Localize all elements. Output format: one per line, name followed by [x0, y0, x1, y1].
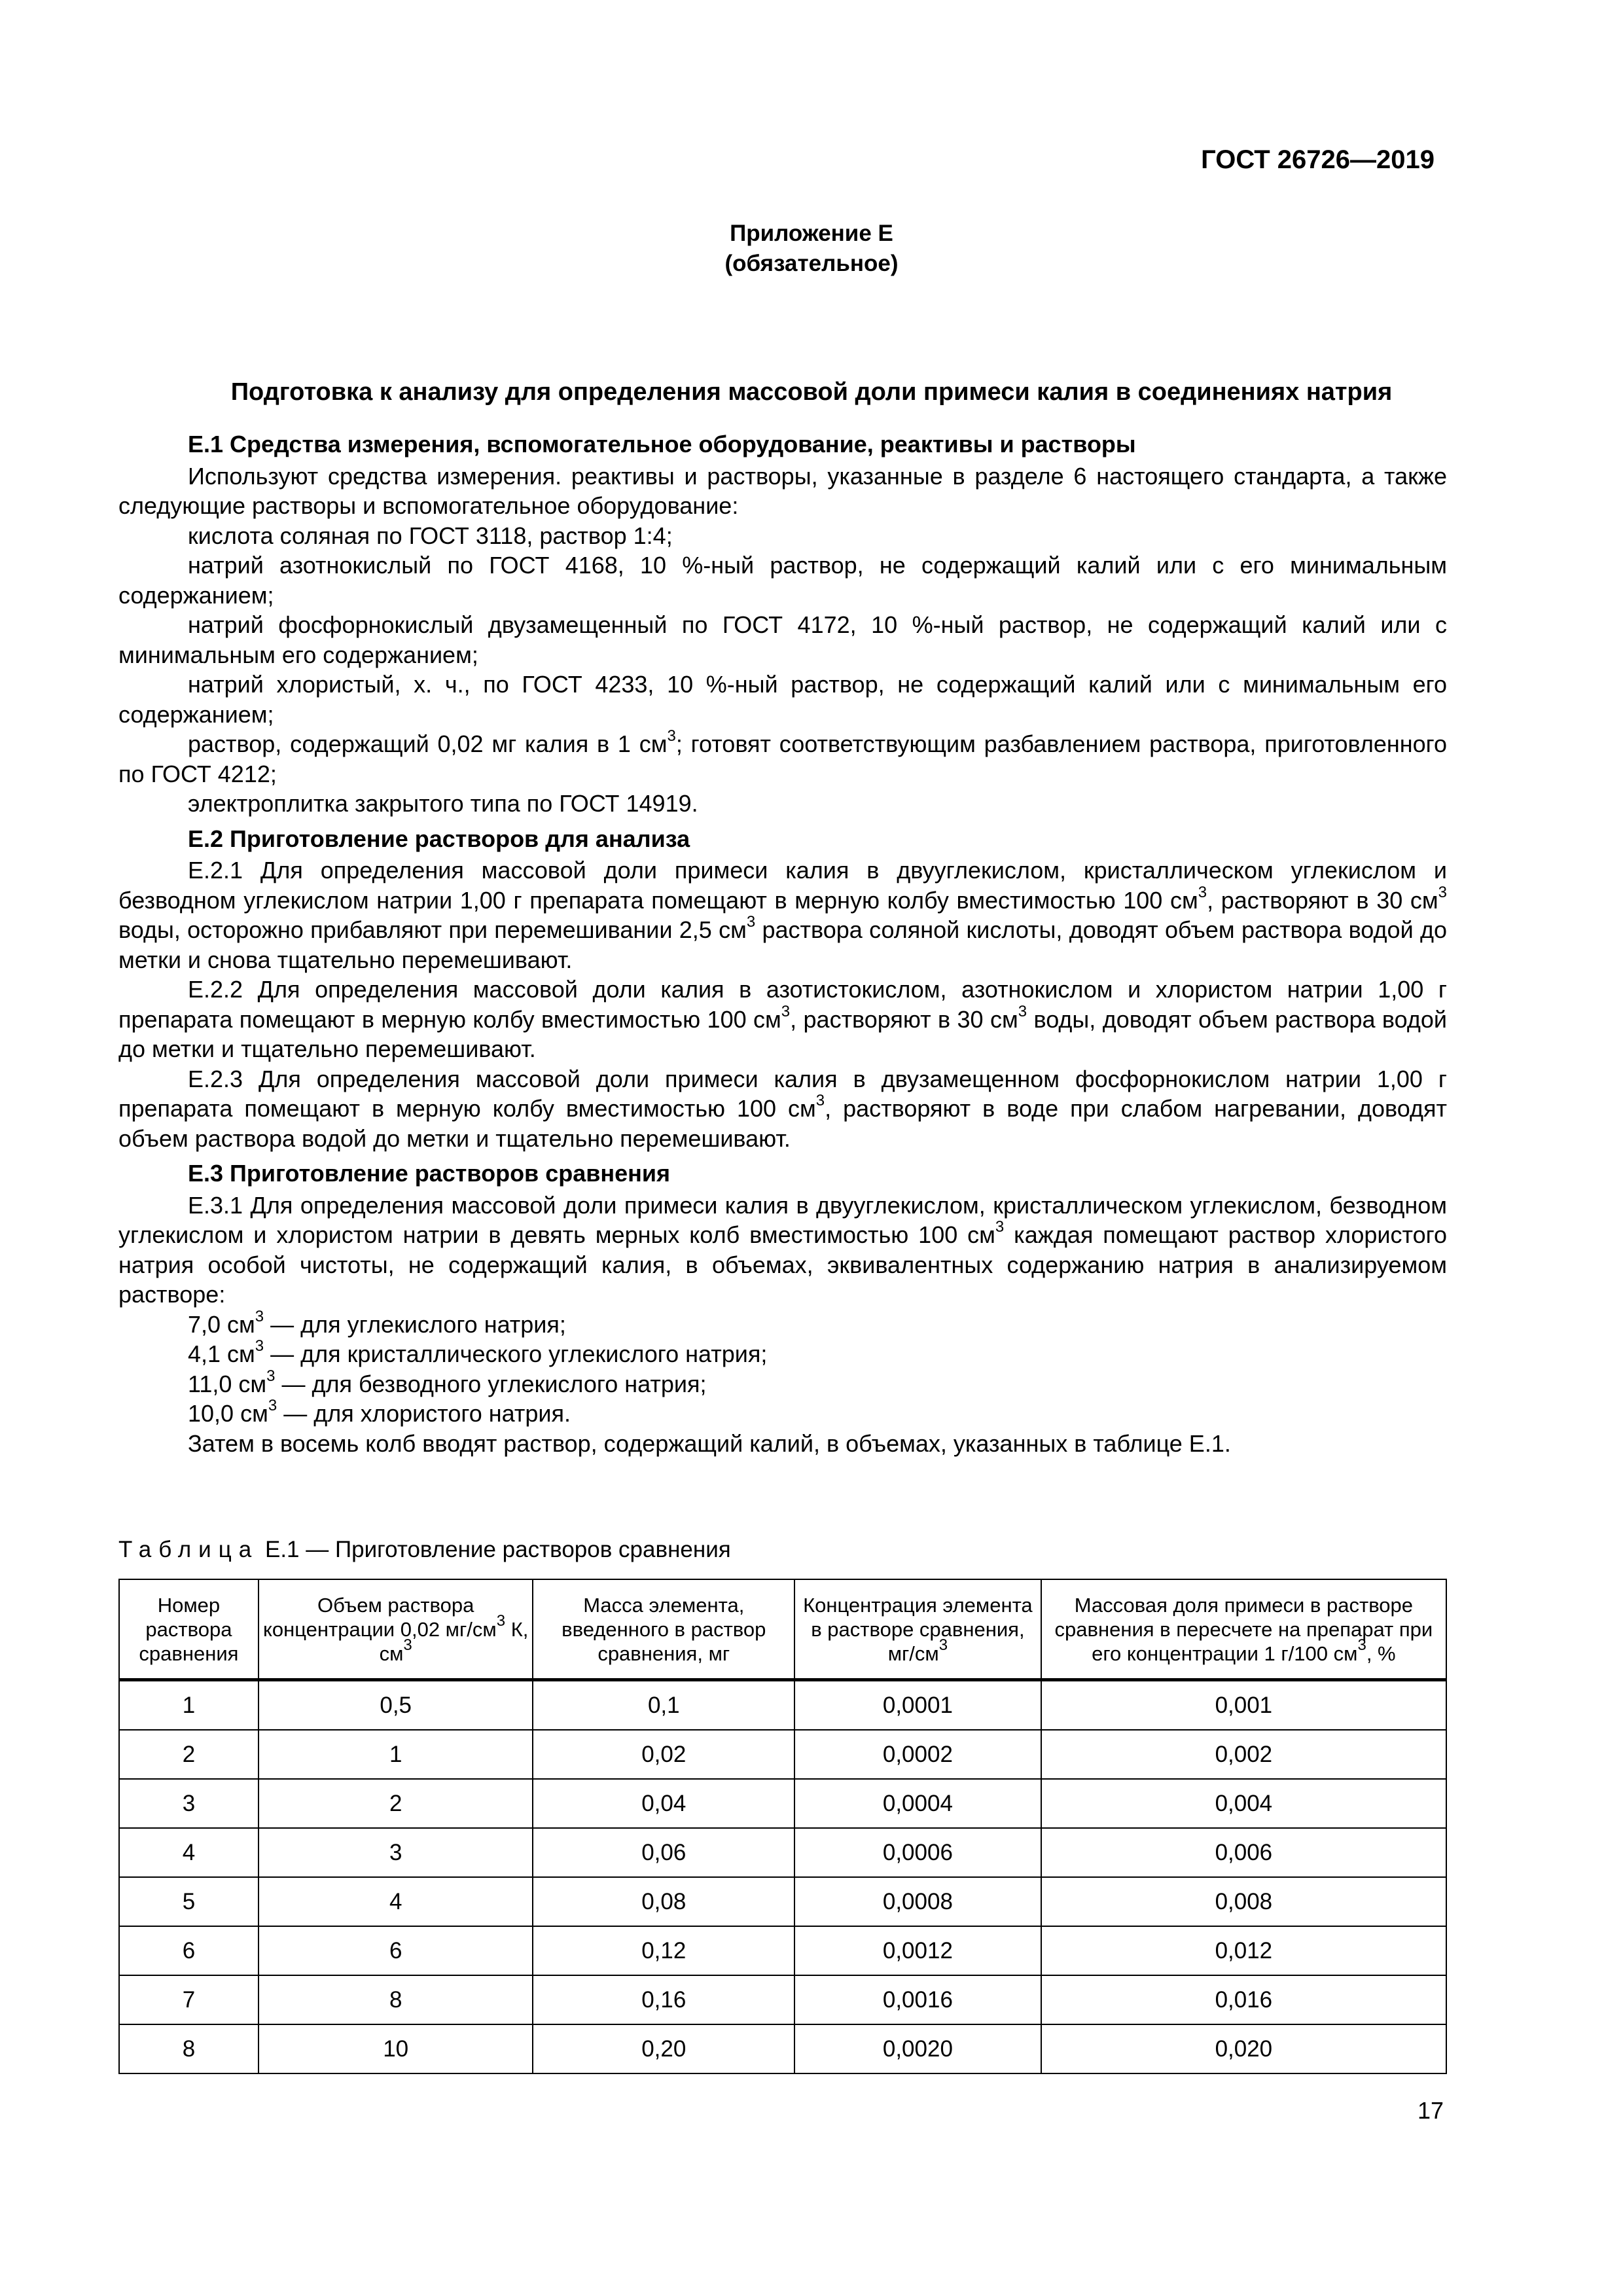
- table-cell: 0,1: [533, 1680, 794, 1731]
- table-row: [119, 1975, 1446, 2024]
- table-cell: 0,0006: [794, 1828, 1041, 1877]
- body-text: [118, 429, 1447, 1458]
- paragraph-e2-2: Е.2.2 Для определения массовой доли калия в азотистокислом, азотнокислом и хлористом натрии 1,00 г препарата помещают в мерную колбу вместимостью 100 $см^3$, растворяют в 30 $см^3$ воды, доводят объем раствора водой до метки и тщательно перемешивают.: [118, 976, 1447, 1062]
- appendix-title: Приложение Е: [730, 221, 893, 246]
- table-cell: 0,0008: [794, 1877, 1041, 1926]
- list-item: натрий азотнокислый по ГОСТ 4168, 10 %-ный раствор, не содержащий калий или с его минимальным содержанием;: [118, 552, 1447, 609]
- table-cell: 2: [259, 1779, 533, 1828]
- table-cell: 8: [259, 1975, 533, 2024]
- list-item: кислота соляная по ГОСТ 3118, раствор 1:4;: [188, 522, 673, 549]
- table-cell: 10: [259, 2024, 533, 2073]
- paragraph-e2-3: Е.2.3 Для определения массовой доли примеси калия в двузамещенном фосфорнокислом натрии 1,00 г препарата помещают в мерную колбу вместимостью 100 $см^3$, растворяют в воде при слабом нагревании, доводят объем раствора водой до метки и тщательно перемешивают.: [118, 1065, 1447, 1152]
- table-cell: 0,20: [533, 2024, 794, 2073]
- list-item: 11,0 $см^3$ — для безводного углекислого натрия;: [188, 1367, 707, 1397]
- table-cell: 0,02: [533, 1730, 794, 1779]
- table-cell: 8: [119, 2024, 259, 2073]
- section-heading-e3: Е.3 Приготовление растворов сравнения: [188, 1160, 670, 1187]
- table-cell: 5: [119, 1877, 259, 1926]
- table-row: [119, 1877, 1446, 1926]
- paragraph-e2-1: Е.2.1 Для определения массовой доли примеси калия в двууглекислом, кристаллическом углекислом и безводном углекислом натрии 1,00 г препарата помещают в мерную колбу вместимостью 100 $см^3$, растворяют в 30 $см^3$ воды, осторожно прибавляют при перемешивании 2,5 $см^3$ раствора соляной кислоты, доводят объем раствора водой до метки и снова тщательно перемешивают.: [118, 857, 1447, 973]
- table-cell: 0,0004: [794, 1779, 1041, 1828]
- list-item: натрий фосфорнокислый двузамещенный по ГОСТ 4172, 10 %-ный раствор, не содержащий калий или с минимальным его содержанием;: [118, 611, 1447, 668]
- table-cell: 0,0002: [794, 1730, 1041, 1779]
- table-cell: 0,012: [1041, 1926, 1446, 1975]
- table-cell: 4: [119, 1828, 259, 1877]
- table-header-row: [119, 1579, 1446, 1680]
- table-row: [119, 1680, 1446, 1731]
- table-row: [119, 2024, 1446, 2073]
- column-header: Масса элемента, введенного в раствор сравнения, мг: [533, 1579, 794, 1680]
- table-caption: Таблица Е.1 — Приготовление растворов сравнения: [118, 1537, 731, 1562]
- table-cell: 0,016: [1041, 1975, 1446, 2024]
- paragraph: Используют средства измерения. реактивы и растворы, указанные в разделе 6 настоящего стандарта, а также следующие растворы и вспомогательное оборудование:: [118, 462, 1447, 519]
- table-cell: 0,5: [259, 1680, 533, 1731]
- table-cell: 0,0020: [794, 2024, 1041, 2073]
- table-cell: 3: [259, 1828, 533, 1877]
- column-header: Концентрация элемента в растворе сравнения, $мг/см^3$: [794, 1579, 1041, 1680]
- list-item: 4,1 $см^3$ — для кристаллического углекислого натрия;: [188, 1337, 768, 1367]
- table-cell: 0,001: [1041, 1680, 1446, 1731]
- table-cell: 3: [119, 1779, 259, 1828]
- table-cell: 0,04: [533, 1779, 794, 1828]
- page-number: 17: [1417, 2097, 1444, 2124]
- table-cell: 0,004: [1041, 1779, 1446, 1828]
- list-item: электроплитка закрытого типа по ГОСТ 14919.: [188, 790, 698, 817]
- table-cell: 0,08: [533, 1877, 794, 1926]
- column-header: Объем раствора концентрации 0,02 $мг/см^3$ К, $см^3$: [259, 1579, 533, 1680]
- table-row: [119, 1926, 1446, 1975]
- list-item: раствор, содержащий 0,02 мг калия в 1 $см^3$; готовят соответствующим разбавлением раствора, приготовленного по ГОСТ 4212;: [118, 727, 1447, 787]
- list-item: натрий хлористый, х. ч., по ГОСТ 4233, 10 %-ный раствор, не содержащий калий или с минимальным его содержанием;: [118, 671, 1447, 728]
- table-row: [119, 1730, 1446, 1779]
- paragraph: Затем в восемь колб вводят раствор, содержащий калий, в объемах, указанных в таблице Е.1.: [188, 1429, 1231, 1457]
- table-row: [119, 1779, 1446, 1828]
- table-cell: 6: [119, 1926, 259, 1975]
- table-cell: 0,006: [1041, 1828, 1446, 1877]
- table-cell: 0,002: [1041, 1730, 1446, 1779]
- table-cell: 0,008: [1041, 1877, 1446, 1926]
- table-cell: 6: [259, 1926, 533, 1975]
- table-cell: 0,0016: [794, 1975, 1041, 2024]
- table-cell: 2: [119, 1730, 259, 1779]
- table-cell: 0,0012: [794, 1926, 1041, 1975]
- table-cell: 1: [259, 1730, 533, 1779]
- table-cell: 0,06: [533, 1828, 794, 1877]
- table-cell: 4: [259, 1877, 533, 1926]
- section-heading-e2: Е.2 Приготовление растворов для анализа: [188, 825, 690, 852]
- section-heading-e1: Е.1 Средства измерения, вспомогательное оборудование, реактивы и растворы: [188, 431, 1136, 457]
- standard-designation: ГОСТ 26726—2019: [1201, 145, 1435, 174]
- table-row: [119, 1828, 1446, 1877]
- list-item: 7,0 $см^3$ — для углекислого натрия;: [188, 1307, 566, 1338]
- table-cell: 0,0001: [794, 1680, 1041, 1731]
- paragraph-e3-1: Е.3.1 Для определения массовой доли примеси калия в двууглекислом, кристаллическом углекислом, безводном углекислом и хлористом натрии в девять мерных колб вместимостью 100 $см^3$ каждая помещают раствор хлористого натрия особой чистоты, не содержащий калия, в объемах, эквивалентных содержанию натрия в анализируемом растворе:: [118, 1191, 1447, 1308]
- main-title: Подготовка к анализу для определения массовой доли примеси калия в соединениях натрия: [230, 378, 1393, 406]
- table-cell: 0,16: [533, 1975, 794, 2024]
- table-cell: 0,020: [1041, 2024, 1446, 2073]
- column-header: Массовая доля примеси в растворе сравнения в пересчете на препарат при его концентрации 1 г/100 $см^3$, %: [1041, 1579, 1446, 1680]
- appendix-status: (обязательное): [724, 251, 899, 276]
- list-item: 10,0 $см^3$ — для хлористого натрия.: [188, 1397, 571, 1427]
- table-cell: 0,12: [533, 1926, 794, 1975]
- table-cell: 7: [119, 1975, 259, 2024]
- column-header: Номер раствора сравнения: [119, 1579, 259, 1680]
- table-e1: [118, 1579, 1447, 2074]
- table-cell: 1: [119, 1680, 259, 1731]
